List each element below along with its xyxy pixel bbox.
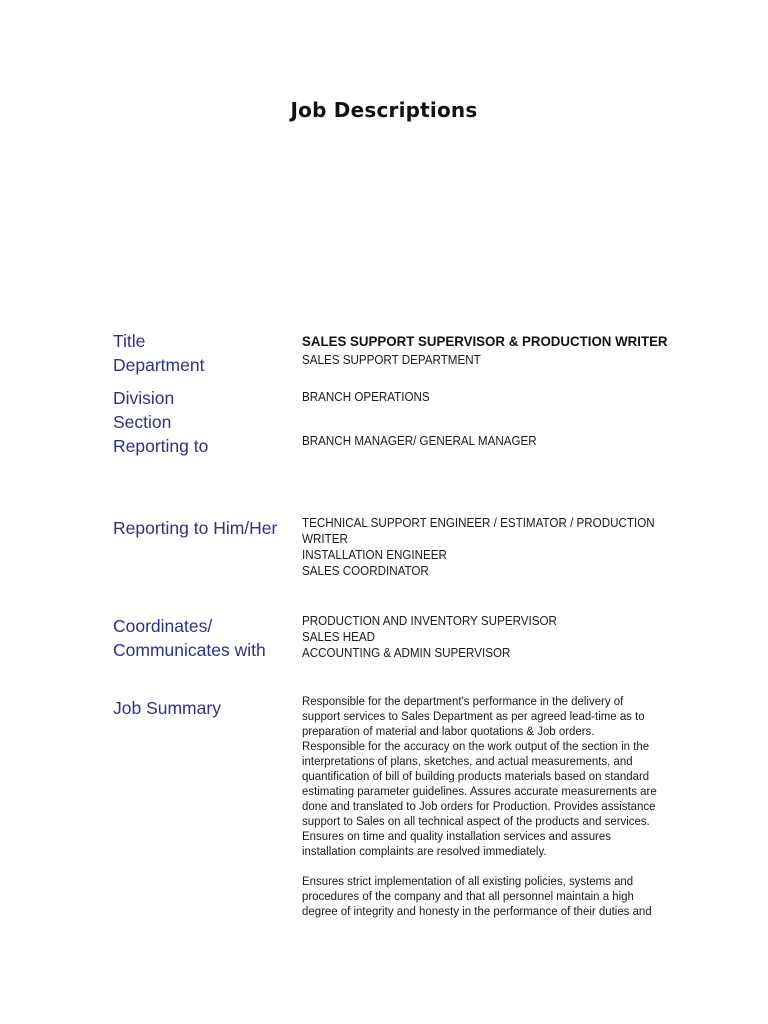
- summary-line: preparation of material and labor quotations & Job orders.: [302, 724, 595, 738]
- coordinates-list: [302, 613, 674, 661]
- list-item: SALES HEAD: [302, 630, 376, 644]
- summary-line: quantification of bill of building products materials based on standard: [302, 769, 650, 783]
- coordinates-label: Coordinates/: [113, 616, 213, 636]
- document-title: Job Descriptions: [290, 98, 478, 122]
- summary-line: Ensures strict implementation of all existing policies, systems and: [302, 874, 634, 888]
- job-summary-paragraph-1: [302, 694, 687, 859]
- job-summary-paragraph-2: [302, 874, 687, 919]
- job-summary-text-2: [302, 874, 687, 919]
- department-value: SALES SUPPORT DEPARTMENT: [302, 353, 481, 367]
- list-item: ACCOUNTING & ADMIN SUPERVISOR: [302, 646, 511, 660]
- list-item: TECHNICAL SUPPORT ENGINEER / ESTIMATOR / PRODUCTION: [302, 516, 655, 530]
- list-item: INSTALLATION ENGINEER: [302, 548, 447, 562]
- reporting-to-him-label: Reporting to Him/Her: [113, 518, 278, 538]
- reporting-to-him-list: [302, 515, 674, 579]
- summary-line: support services to Sales Department as per agreed lead-time as to: [302, 709, 645, 723]
- summary-line: installation complaints are resolved immediately.: [302, 844, 547, 858]
- reporting-to-label: Reporting to: [113, 436, 209, 456]
- reporting-to-value: BRANCH MANAGER/ GENERAL MANAGER: [302, 434, 537, 448]
- section-label: Section: [113, 412, 172, 432]
- summary-line: Ensures on time and quality installation services and assures: [302, 829, 611, 843]
- list-item: PRODUCTION AND INVENTORY SUPERVISOR: [302, 614, 557, 628]
- title-value: SALES SUPPORT SUPERVISOR & PRODUCTION WRITER: [302, 333, 668, 349]
- summary-line: Responsible for the department's performance in the delivery of: [302, 694, 624, 708]
- department-label: Department: [113, 355, 205, 375]
- summary-line: estimating parameter guidelines. Assures accurate measurements are: [302, 784, 657, 798]
- job-summary-text: [302, 694, 687, 859]
- summary-line: support to Sales on all technical aspect of the products and services.: [302, 814, 650, 828]
- title-label: Title: [113, 331, 146, 351]
- list-item: SALES COORDINATOR: [302, 564, 429, 578]
- summary-line: procedures of the company and that all personnel maintain a high: [302, 889, 634, 903]
- summary-line: interpretations of plans, sketches, and actual measurements, and: [302, 754, 633, 768]
- summary-line: Responsible for the accuracy on the work output of the section in the: [302, 739, 650, 753]
- communicates-with-label: Communicates with: [113, 640, 266, 660]
- summary-line: degree of integrity and honesty in the performance of their duties and: [302, 904, 652, 918]
- division-label: Division: [113, 388, 175, 408]
- summary-line: done and translated to Job orders for Production. Provides assistance: [302, 799, 656, 813]
- division-value: BRANCH OPERATIONS: [302, 390, 430, 404]
- list-item: WRITER: [302, 532, 348, 546]
- job-summary-label: Job Summary: [113, 698, 221, 718]
